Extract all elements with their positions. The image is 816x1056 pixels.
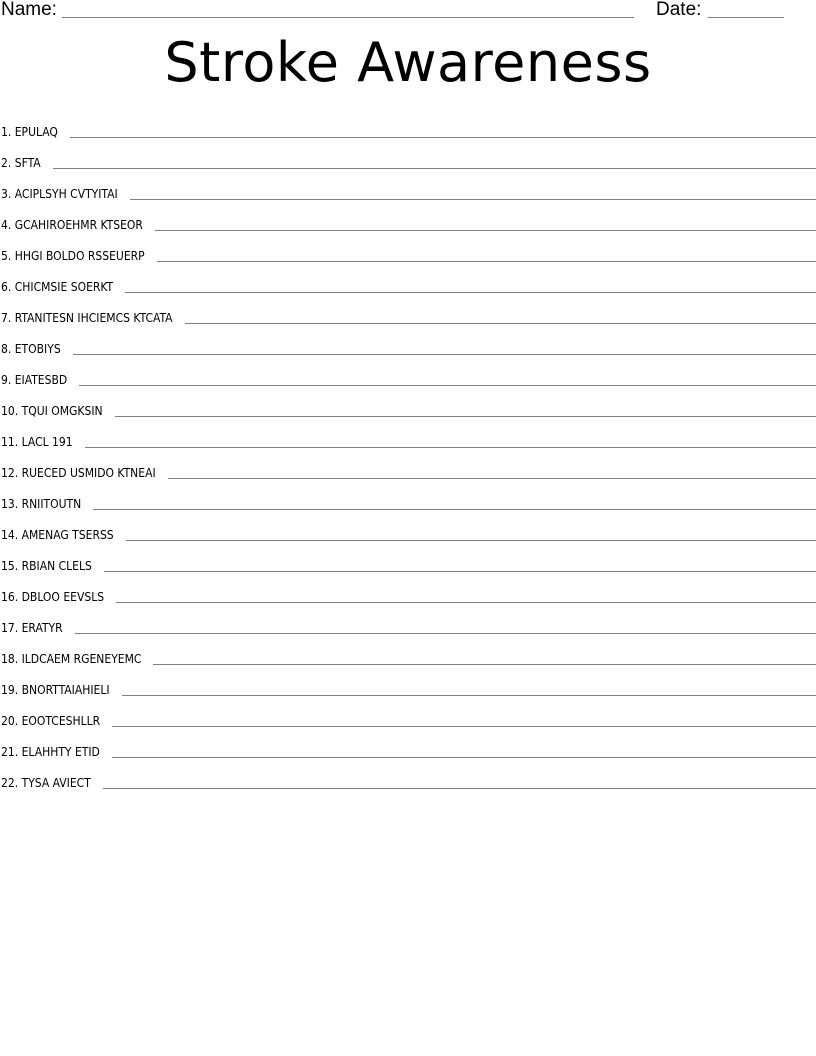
list-item bbox=[0, 637, 816, 668]
clue-text: EPULAQ bbox=[14, 125, 58, 139]
scrambled-clue bbox=[0, 714, 112, 728]
list-item bbox=[0, 606, 816, 637]
list-item bbox=[0, 172, 816, 203]
scrambled-clue bbox=[0, 218, 155, 232]
answer-blank[interactable] bbox=[104, 571, 816, 572]
answer-blank[interactable] bbox=[53, 168, 816, 169]
list-item bbox=[0, 699, 816, 730]
clue-text: TQUI OMGKSIN bbox=[21, 404, 103, 418]
list-item bbox=[0, 296, 816, 327]
clue-text: GCAHIROEHMR KTSEOR bbox=[14, 218, 143, 232]
item-number: 1. bbox=[1, 125, 12, 139]
clue-text: DBLOO EEVSLS bbox=[21, 590, 105, 604]
list-item bbox=[0, 544, 816, 575]
scrambled-clue bbox=[0, 528, 126, 542]
answer-blank[interactable] bbox=[103, 788, 816, 789]
answer-blank[interactable] bbox=[73, 354, 816, 355]
scrambled-clue bbox=[0, 187, 130, 201]
clue-text: EIATESBD bbox=[14, 373, 68, 387]
list-item bbox=[0, 420, 816, 451]
list-item bbox=[0, 327, 816, 358]
date-label: Date: bbox=[656, 0, 702, 20]
scrambled-clue bbox=[0, 559, 104, 573]
item-number: 21. bbox=[1, 745, 19, 759]
clue-text: AMENAG TSERSS bbox=[21, 528, 114, 542]
item-number: 17. bbox=[1, 621, 19, 635]
item-number: 19. bbox=[1, 683, 19, 697]
answer-blank[interactable] bbox=[85, 447, 816, 448]
clue-text: CHICMSIE SOERKT bbox=[14, 280, 114, 294]
clue-text: ELAHHTY ETID bbox=[21, 745, 100, 759]
list-item bbox=[0, 513, 816, 544]
item-number: 18. bbox=[1, 652, 19, 666]
item-number: 16. bbox=[1, 590, 19, 604]
answer-blank[interactable] bbox=[168, 478, 816, 479]
answer-blank[interactable] bbox=[185, 323, 816, 324]
clue-text: ERATYR bbox=[21, 621, 63, 635]
scrambled-clue bbox=[0, 156, 53, 170]
list-item bbox=[0, 451, 816, 482]
page-title: Stroke Awareness bbox=[164, 31, 652, 94]
list-item bbox=[0, 389, 816, 420]
item-number: 4. bbox=[1, 218, 12, 232]
clue-text: TYSA AVIECT bbox=[21, 776, 91, 790]
item-number: 3. bbox=[1, 187, 12, 201]
scrambled-clue bbox=[0, 590, 116, 604]
list-item bbox=[0, 358, 816, 389]
list-item bbox=[0, 141, 816, 172]
list-item bbox=[0, 234, 816, 265]
name-blank[interactable] bbox=[62, 17, 634, 18]
scrambled-clue bbox=[0, 249, 157, 263]
item-number: 7. bbox=[1, 311, 12, 325]
answer-blank[interactable] bbox=[155, 230, 816, 231]
clue-text: RNIITOUTN bbox=[21, 497, 82, 511]
scrambled-clue bbox=[0, 497, 93, 511]
scrambled-clue bbox=[0, 125, 70, 139]
list-item bbox=[0, 575, 816, 606]
item-number: 8. bbox=[1, 342, 12, 356]
scrambled-clue bbox=[0, 621, 75, 635]
item-number: 14. bbox=[1, 528, 19, 542]
clue-text: EOOTCESHLLR bbox=[21, 714, 101, 728]
name-label: Name: bbox=[1, 0, 57, 20]
item-number: 2. bbox=[1, 156, 12, 170]
item-number: 22. bbox=[1, 776, 19, 790]
answer-blank[interactable] bbox=[125, 292, 816, 293]
clue-text: ETOBIYS bbox=[14, 342, 61, 356]
list-item bbox=[0, 730, 816, 761]
answer-blank[interactable] bbox=[112, 757, 816, 758]
list-item bbox=[0, 761, 816, 792]
clue-text: RBIAN CLELS bbox=[21, 559, 92, 573]
clue-text: LACL 191 bbox=[21, 435, 73, 449]
answer-blank[interactable] bbox=[157, 261, 816, 262]
scrambled-clue bbox=[0, 466, 168, 480]
clue-text: SFTA bbox=[14, 156, 41, 170]
worksheet-header bbox=[0, 0, 816, 24]
scrambled-clue bbox=[0, 404, 115, 418]
clue-text: ILDCAEM RGENEYEMC bbox=[21, 652, 142, 666]
scrambled-clue bbox=[0, 745, 112, 759]
item-number: 5. bbox=[1, 249, 12, 263]
item-number: 6. bbox=[1, 280, 12, 294]
scrambled-clue bbox=[0, 683, 122, 697]
date-blank[interactable] bbox=[708, 17, 784, 18]
item-number: 20. bbox=[1, 714, 19, 728]
answer-blank[interactable] bbox=[70, 137, 816, 138]
clue-text: RTANITESN IHCIEMCS KTCATA bbox=[14, 311, 173, 325]
answer-blank[interactable] bbox=[115, 416, 816, 417]
answer-blank[interactable] bbox=[153, 664, 816, 665]
scrambled-clue bbox=[0, 435, 85, 449]
list-item bbox=[0, 265, 816, 296]
item-number: 12. bbox=[1, 466, 19, 480]
item-number: 10. bbox=[1, 404, 19, 418]
answer-blank[interactable] bbox=[116, 602, 816, 603]
clue-text: HHGI BOLDO RSSEUERP bbox=[14, 249, 145, 263]
scrambled-clue bbox=[0, 280, 125, 294]
list-item bbox=[0, 482, 816, 513]
item-number: 9. bbox=[1, 373, 12, 387]
scrambled-clue bbox=[0, 373, 79, 387]
scrambled-clue bbox=[0, 652, 153, 666]
clue-text: RUECED USMIDO KTNEAI bbox=[21, 466, 156, 480]
scrambled-clue bbox=[0, 776, 103, 790]
item-number: 11. bbox=[1, 435, 19, 449]
answer-blank[interactable] bbox=[75, 633, 816, 634]
answer-blank[interactable] bbox=[126, 540, 816, 541]
clue-text: BNORTTAIAHIELI bbox=[21, 683, 110, 697]
item-number: 15. bbox=[1, 559, 19, 573]
answer-blank[interactable] bbox=[79, 385, 816, 386]
scrambled-clue bbox=[0, 311, 185, 325]
answer-blank[interactable] bbox=[93, 509, 816, 510]
item-number: 13. bbox=[1, 497, 19, 511]
list-item bbox=[0, 110, 816, 141]
scrambled-clue bbox=[0, 342, 73, 356]
answer-blank[interactable] bbox=[112, 726, 816, 727]
answer-blank[interactable] bbox=[130, 199, 816, 200]
word-scramble-list bbox=[0, 110, 816, 792]
list-item bbox=[0, 203, 816, 234]
answer-blank[interactable] bbox=[122, 695, 816, 696]
list-item bbox=[0, 668, 816, 699]
clue-text: ACIPLSYH CVTYITAI bbox=[14, 187, 118, 201]
